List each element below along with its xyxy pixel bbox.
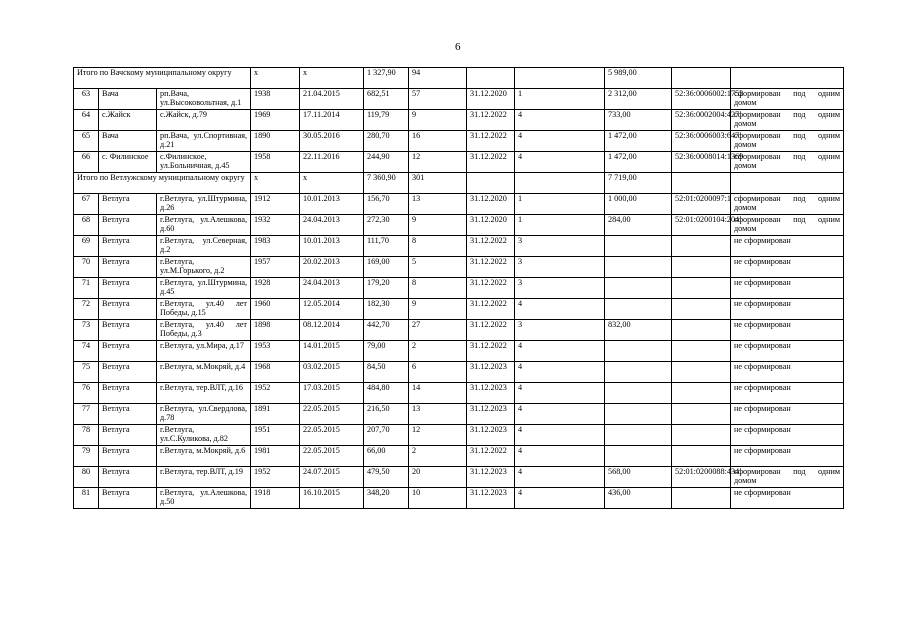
emergency-date-cell: 12.05.2014 <box>300 299 364 320</box>
row-number-cell: 70 <box>74 257 99 278</box>
stage-cell: 3 <box>515 257 605 278</box>
resettlement-deadline-cell: 31.12.2022 <box>467 131 515 152</box>
table-row <box>74 299 844 320</box>
empty-cell <box>515 173 605 194</box>
total-land-area-cell: 5 989,00 <box>605 68 672 89</box>
total-land-area-cell: 7 719,00 <box>605 173 672 194</box>
residents-cell: 5 <box>409 257 467 278</box>
land-status-cell: сформирован под одним домом <box>731 131 844 152</box>
land-status-cell: сформирован под одним домом <box>731 194 844 215</box>
table-row <box>74 341 844 362</box>
land-status-cell: не сформирован <box>731 236 844 257</box>
land-area-cell <box>605 236 672 257</box>
residents-cell: 14 <box>409 383 467 404</box>
land-status-cell: не сформирован <box>731 404 844 425</box>
table-row <box>74 215 844 236</box>
table-row <box>74 404 844 425</box>
area-cell: 272,30 <box>364 215 409 236</box>
cadastral-number-cell <box>672 236 731 257</box>
table-row <box>74 152 844 173</box>
emergency-date-cell: 14.01.2015 <box>300 341 364 362</box>
land-area-cell <box>605 257 672 278</box>
area-cell: 84,50 <box>364 362 409 383</box>
year-built-cell: 1960 <box>251 299 300 320</box>
stage-cell: 1 <box>515 215 605 236</box>
area-cell: 79,00 <box>364 341 409 362</box>
stage-cell: 4 <box>515 383 605 404</box>
locality-cell: Ветлуга <box>99 425 157 446</box>
subtotal-row <box>74 173 844 194</box>
area-cell: 156,70 <box>364 194 409 215</box>
table-row <box>74 383 844 404</box>
land-area-cell <box>605 278 672 299</box>
residents-cell: 6 <box>409 362 467 383</box>
emergency-date-cell: 22.05.2015 <box>300 404 364 425</box>
cadastral-number-cell <box>672 341 731 362</box>
land-status-cell: сформирован под одним домом <box>731 467 844 488</box>
address-cell: г.Ветлуга, ул.Мира, д.17 <box>157 341 251 362</box>
locality-cell: Ветлуга <box>99 467 157 488</box>
total-residents-cell: 94 <box>409 68 467 89</box>
year-built-cell: 1958 <box>251 152 300 173</box>
table-row <box>74 257 844 278</box>
row-number-cell: 80 <box>74 467 99 488</box>
land-area-cell: 568,00 <box>605 467 672 488</box>
residents-cell: 13 <box>409 404 467 425</box>
area-cell: 182,30 <box>364 299 409 320</box>
year-built-cell: 1957 <box>251 257 300 278</box>
empty-cell <box>467 173 515 194</box>
land-status-cell: не сформирован <box>731 383 844 404</box>
total-area-cell: 1 327,90 <box>364 68 409 89</box>
table-row <box>74 320 844 341</box>
address-cell: г.Ветлуга, ул.С.Куликова, д.82 <box>157 425 251 446</box>
area-cell: 119,79 <box>364 110 409 131</box>
area-cell: 179,20 <box>364 278 409 299</box>
table-row <box>74 488 844 509</box>
total-x-cell: х <box>251 173 300 194</box>
stage-cell: 4 <box>515 425 605 446</box>
total-residents-cell: 301 <box>409 173 467 194</box>
emergency-date-cell: 24.04.2013 <box>300 278 364 299</box>
resettlement-deadline-cell: 31.12.2020 <box>467 89 515 110</box>
stage-cell: 3 <box>515 278 605 299</box>
locality-cell: Ветлуга <box>99 278 157 299</box>
address-cell: г.Ветлуга, ул.М.Горького, д.2 <box>157 257 251 278</box>
residents-cell: 8 <box>409 278 467 299</box>
land-area-cell <box>605 404 672 425</box>
cadastral-number-cell <box>672 446 731 467</box>
land-status-cell: сформирован под одним домом <box>731 89 844 110</box>
address-cell: г.Ветлуга, тер.ВЛТ, д.19 <box>157 467 251 488</box>
emergency-date-cell: 30.05.2016 <box>300 131 364 152</box>
residents-cell: 8 <box>409 236 467 257</box>
housing-registry-table <box>73 67 844 509</box>
resettlement-deadline-cell: 31.12.2022 <box>467 110 515 131</box>
row-number-cell: 64 <box>74 110 99 131</box>
area-cell: 244,90 <box>364 152 409 173</box>
residents-cell: 27 <box>409 320 467 341</box>
resettlement-deadline-cell: 31.12.2020 <box>467 215 515 236</box>
cadastral-number-cell <box>672 404 731 425</box>
table-row <box>74 446 844 467</box>
year-built-cell: 1912 <box>251 194 300 215</box>
empty-cell <box>731 173 844 194</box>
emergency-date-cell: 22.11.2016 <box>300 152 364 173</box>
cadastral-number-cell: 52:36:0006003:647 <box>672 131 731 152</box>
residents-cell: 13 <box>409 194 467 215</box>
cadastral-number-cell: 52:36:0002004:427 <box>672 110 731 131</box>
row-number-cell: 68 <box>74 215 99 236</box>
land-status-cell: сформирован под одним домом <box>731 215 844 236</box>
land-status-cell: не сформирован <box>731 320 844 341</box>
resettlement-deadline-cell: 31.12.2022 <box>467 278 515 299</box>
address-cell: рп.Вача, ул.Спортивная, д.21 <box>157 131 251 152</box>
residents-cell: 12 <box>409 425 467 446</box>
resettlement-deadline-cell: 31.12.2022 <box>467 299 515 320</box>
year-built-cell: 1968 <box>251 362 300 383</box>
row-number-cell: 74 <box>74 341 99 362</box>
area-cell: 66,00 <box>364 446 409 467</box>
stage-cell: 4 <box>515 362 605 383</box>
land-status-cell: не сформирован <box>731 257 844 278</box>
land-status-cell: не сформирован <box>731 341 844 362</box>
residents-cell: 2 <box>409 446 467 467</box>
row-number-cell: 73 <box>74 320 99 341</box>
year-built-cell: 1928 <box>251 278 300 299</box>
resettlement-deadline-cell: 31.12.2023 <box>467 383 515 404</box>
residents-cell: 9 <box>409 110 467 131</box>
address-cell: с.Жайск, д.79 <box>157 110 251 131</box>
residents-cell: 16 <box>409 131 467 152</box>
resettlement-deadline-cell: 31.12.2022 <box>467 446 515 467</box>
stage-cell: 4 <box>515 446 605 467</box>
table-row <box>74 467 844 488</box>
area-cell: 442,70 <box>364 320 409 341</box>
locality-cell: Ветлуга <box>99 257 157 278</box>
row-number-cell: 77 <box>74 404 99 425</box>
resettlement-deadline-cell: 31.12.2022 <box>467 257 515 278</box>
land-status-cell: не сформирован <box>731 278 844 299</box>
address-cell: г.Ветлуга, м.Мокряй, д.6 <box>157 446 251 467</box>
row-number-cell: 63 <box>74 89 99 110</box>
address-cell: г.Ветлуга, ул.40 лет Победы, д.3 <box>157 320 251 341</box>
table-row <box>74 278 844 299</box>
address-cell: г.Ветлуга, м.Мокряй, д.4 <box>157 362 251 383</box>
row-number-cell: 66 <box>74 152 99 173</box>
land-status-cell: не сформирован <box>731 299 844 320</box>
stage-cell: 4 <box>515 488 605 509</box>
address-cell: рп.Вача, ул.Высоковольтная, д.1 <box>157 89 251 110</box>
locality-cell: Ветлуга <box>99 215 157 236</box>
area-cell: 280,70 <box>364 131 409 152</box>
stage-cell: 1 <box>515 194 605 215</box>
empty-cell <box>467 68 515 89</box>
year-built-cell: 1952 <box>251 383 300 404</box>
emergency-date-cell: 24.04.2013 <box>300 215 364 236</box>
resettlement-deadline-cell: 31.12.2023 <box>467 404 515 425</box>
locality-cell: с. Филинское <box>99 152 157 173</box>
address-cell: с.Филинское, ул.Больничная, д.45 <box>157 152 251 173</box>
row-number-cell: 67 <box>74 194 99 215</box>
cadastral-number-cell <box>672 383 731 404</box>
table-row <box>74 89 844 110</box>
emergency-date-cell: 08.12.2014 <box>300 320 364 341</box>
empty-cell <box>672 68 731 89</box>
land-status-cell: не сформирован <box>731 362 844 383</box>
locality-cell: Вача <box>99 89 157 110</box>
land-area-cell <box>605 383 672 404</box>
emergency-date-cell: 22.05.2015 <box>300 425 364 446</box>
area-cell: 479,50 <box>364 467 409 488</box>
year-built-cell: 1951 <box>251 425 300 446</box>
land-status-cell: сформирован под одним домом <box>731 110 844 131</box>
address-cell: г.Ветлуга, тер.ВЛТ, д.16 <box>157 383 251 404</box>
area-cell: 484,80 <box>364 383 409 404</box>
year-built-cell: 1952 <box>251 467 300 488</box>
stage-cell: 4 <box>515 404 605 425</box>
row-number-cell: 81 <box>74 488 99 509</box>
year-built-cell: 1953 <box>251 341 300 362</box>
table-row <box>74 425 844 446</box>
land-area-cell: 1 472,00 <box>605 152 672 173</box>
table-row <box>74 362 844 383</box>
land-area-cell <box>605 446 672 467</box>
year-built-cell: 1938 <box>251 89 300 110</box>
residents-cell: 20 <box>409 467 467 488</box>
residents-cell: 10 <box>409 488 467 509</box>
cadastral-number-cell <box>672 257 731 278</box>
land-area-cell <box>605 341 672 362</box>
address-cell: г.Ветлуга, ул.Алешкова, д.60 <box>157 215 251 236</box>
year-built-cell: 1932 <box>251 215 300 236</box>
table-row <box>74 110 844 131</box>
year-built-cell: 1981 <box>251 446 300 467</box>
land-area-cell: 284,00 <box>605 215 672 236</box>
address-cell: г.Ветлуга, ул.Штурмина, д.26 <box>157 194 251 215</box>
row-number-cell: 69 <box>74 236 99 257</box>
residents-cell: 57 <box>409 89 467 110</box>
land-area-cell <box>605 362 672 383</box>
locality-cell: Ветлуга <box>99 341 157 362</box>
locality-cell: Вача <box>99 131 157 152</box>
area-cell: 207,70 <box>364 425 409 446</box>
address-cell: г.Ветлуга, ул.40 лет Победы, д.15 <box>157 299 251 320</box>
table-row <box>74 194 844 215</box>
emergency-date-cell: 17.03.2015 <box>300 383 364 404</box>
resettlement-deadline-cell: 31.12.2022 <box>467 320 515 341</box>
resettlement-deadline-cell: 31.12.2022 <box>467 152 515 173</box>
emergency-date-cell: 17.11.2014 <box>300 110 364 131</box>
residents-cell: 9 <box>409 215 467 236</box>
locality-cell: с.Жайск <box>99 110 157 131</box>
residents-cell: 9 <box>409 299 467 320</box>
emergency-date-cell: 24.07.2015 <box>300 467 364 488</box>
cadastral-number-cell <box>672 320 731 341</box>
empty-cell <box>672 173 731 194</box>
locality-cell: Ветлуга <box>99 320 157 341</box>
cadastral-number-cell: 52:01:0200088:434 <box>672 467 731 488</box>
row-number-cell: 71 <box>74 278 99 299</box>
resettlement-deadline-cell: 31.12.2022 <box>467 236 515 257</box>
resettlement-deadline-cell: 31.12.2023 <box>467 425 515 446</box>
stage-cell: 4 <box>515 467 605 488</box>
resettlement-deadline-cell: 31.12.2023 <box>467 362 515 383</box>
table-row <box>74 131 844 152</box>
locality-cell: Ветлуга <box>99 404 157 425</box>
subtotal-label-cell: Итого по Вачскому муниципальному округу <box>74 68 251 89</box>
cadastral-number-cell: 52:01:0200097:1 <box>672 194 731 215</box>
land-area-cell: 1 000,00 <box>605 194 672 215</box>
land-area-cell <box>605 299 672 320</box>
row-number-cell: 75 <box>74 362 99 383</box>
emergency-date-cell: 16.10.2015 <box>300 488 364 509</box>
stage-cell: 3 <box>515 320 605 341</box>
stage-cell: 4 <box>515 131 605 152</box>
stage-cell: 3 <box>515 236 605 257</box>
row-number-cell: 72 <box>74 299 99 320</box>
emergency-date-cell: 10.01.2013 <box>300 194 364 215</box>
stage-cell: 4 <box>515 110 605 131</box>
area-cell: 169,00 <box>364 257 409 278</box>
total-x-cell: х <box>300 68 364 89</box>
year-built-cell: 1918 <box>251 488 300 509</box>
cadastral-number-cell: 52:01:0200104:204 <box>672 215 731 236</box>
land-area-cell: 832,00 <box>605 320 672 341</box>
land-status-cell: не сформирован <box>731 488 844 509</box>
empty-cell <box>515 68 605 89</box>
locality-cell: Ветлуга <box>99 299 157 320</box>
row-number-cell: 65 <box>74 131 99 152</box>
emergency-date-cell: 03.02.2015 <box>300 362 364 383</box>
year-built-cell: 1969 <box>251 110 300 131</box>
stage-cell: 4 <box>515 341 605 362</box>
year-built-cell: 1983 <box>251 236 300 257</box>
residents-cell: 12 <box>409 152 467 173</box>
total-x-cell: х <box>300 173 364 194</box>
area-cell: 348,20 <box>364 488 409 509</box>
cadastral-number-cell: 52:36:0006002:1752 <box>672 89 731 110</box>
year-built-cell: 1890 <box>251 131 300 152</box>
land-area-cell: 733,00 <box>605 110 672 131</box>
resettlement-deadline-cell: 31.12.2020 <box>467 194 515 215</box>
locality-cell: Ветлуга <box>99 383 157 404</box>
emergency-date-cell: 21.04.2015 <box>300 89 364 110</box>
year-built-cell: 1891 <box>251 404 300 425</box>
resettlement-deadline-cell: 31.12.2022 <box>467 341 515 362</box>
cadastral-number-cell <box>672 299 731 320</box>
emergency-date-cell: 22.05.2015 <box>300 446 364 467</box>
locality-cell: Ветлуга <box>99 194 157 215</box>
address-cell: г.Ветлуга, ул.Штурмина, д.45 <box>157 278 251 299</box>
year-built-cell: 1898 <box>251 320 300 341</box>
land-area-cell <box>605 425 672 446</box>
total-x-cell: х <box>251 68 300 89</box>
locality-cell: Ветлуга <box>99 236 157 257</box>
resettlement-deadline-cell: 31.12.2023 <box>467 488 515 509</box>
land-area-cell: 436,00 <box>605 488 672 509</box>
area-cell: 111,70 <box>364 236 409 257</box>
total-area-cell: 7 360,90 <box>364 173 409 194</box>
page-number: 6 <box>455 41 461 53</box>
locality-cell: Ветлуга <box>99 446 157 467</box>
cadastral-number-cell <box>672 488 731 509</box>
resettlement-deadline-cell: 31.12.2023 <box>467 467 515 488</box>
stage-cell: 4 <box>515 152 605 173</box>
cadastral-number-cell <box>672 362 731 383</box>
subtotal-label-cell: Итого по Ветлужскому муниципальному округу <box>74 173 251 194</box>
cadastral-number-cell <box>672 425 731 446</box>
stage-cell: 4 <box>515 299 605 320</box>
address-cell: г.Ветлуга, ул.Алешкова, д.50 <box>157 488 251 509</box>
land-area-cell: 2 312,00 <box>605 89 672 110</box>
address-cell: г.Ветлуга, ул.Свердлова, д.78 <box>157 404 251 425</box>
land-status-cell: сформирован под одним домом <box>731 152 844 173</box>
land-status-cell: не сформирован <box>731 425 844 446</box>
address-cell: г.Ветлуга, ул.Северная, д.2 <box>157 236 251 257</box>
row-number-cell: 78 <box>74 425 99 446</box>
empty-cell <box>731 68 844 89</box>
locality-cell: Ветлуга <box>99 362 157 383</box>
row-number-cell: 76 <box>74 383 99 404</box>
residents-cell: 2 <box>409 341 467 362</box>
locality-cell: Ветлуга <box>99 488 157 509</box>
row-number-cell: 79 <box>74 446 99 467</box>
land-status-cell: не сформирован <box>731 446 844 467</box>
area-cell: 682,51 <box>364 89 409 110</box>
stage-cell: 1 <box>515 89 605 110</box>
emergency-date-cell: 10.01.2013 <box>300 236 364 257</box>
land-area-cell: 1 472,00 <box>605 131 672 152</box>
table-row <box>74 236 844 257</box>
subtotal-row <box>74 68 844 89</box>
emergency-date-cell: 20.02.2013 <box>300 257 364 278</box>
area-cell: 216,50 <box>364 404 409 425</box>
cadastral-number-cell <box>672 278 731 299</box>
cadastral-number-cell: 52:36:0008014:1369 <box>672 152 731 173</box>
